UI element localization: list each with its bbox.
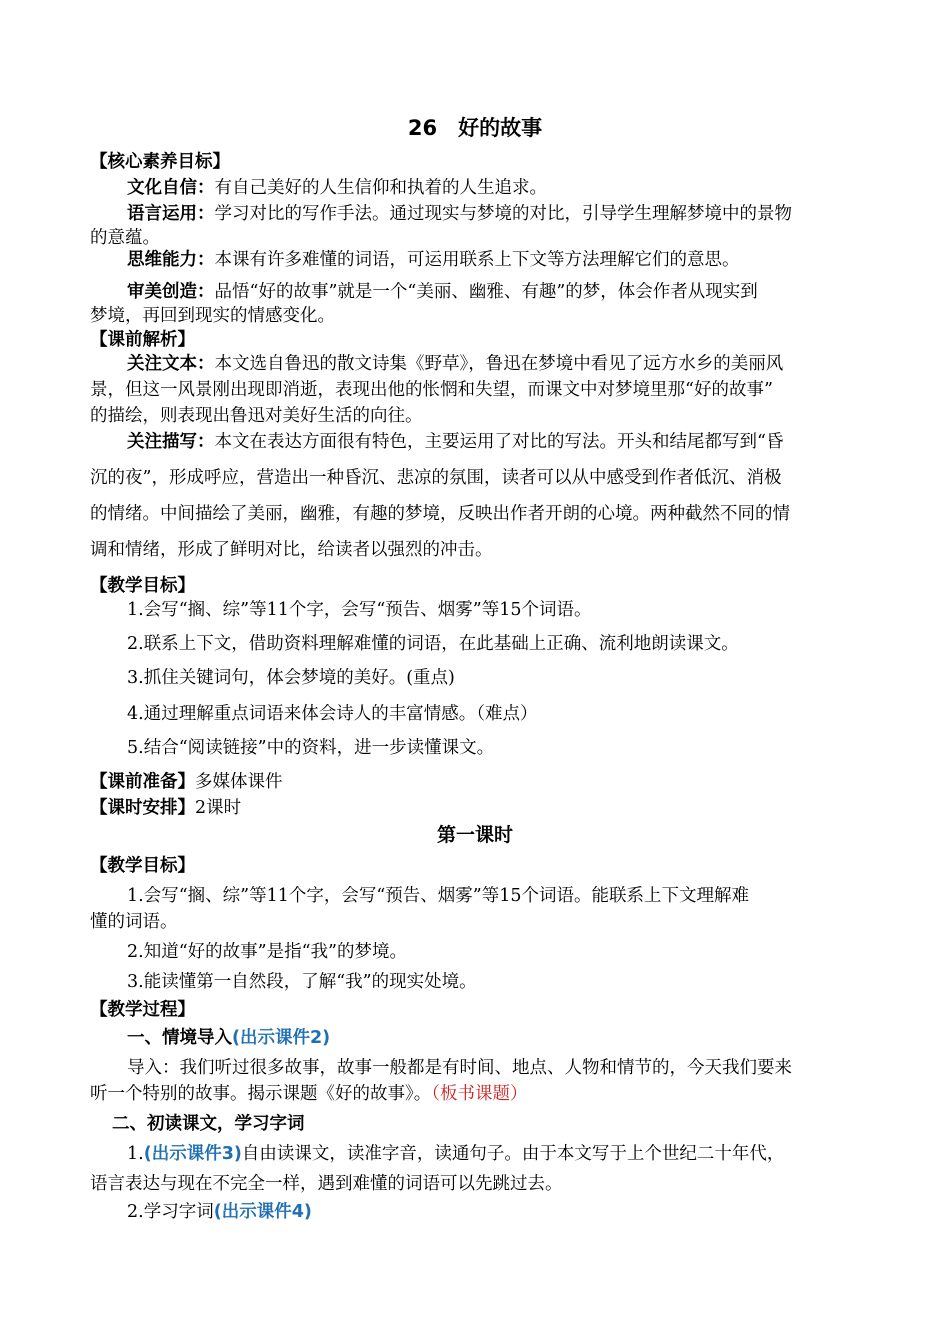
step-2-heading: 二、初读课文，学习字词 bbox=[112, 1114, 305, 1134]
thinking-label: 思维能力： bbox=[127, 250, 215, 270]
prep-value: 多媒体课件 bbox=[195, 772, 283, 792]
step-2-item-1-cont: 语言表达与现在不完全一样，遇到难懂的词语可以先跳过去。 bbox=[90, 1174, 563, 1194]
prep-label: 【课前准备】 bbox=[90, 772, 195, 792]
lesson-1-title: 第一课时 bbox=[436, 824, 513, 846]
analysis-text-line-3: 的描绘，则表现出鲁迅对美好生活的向往。 bbox=[90, 406, 423, 426]
step-2-item-1: 1.(出示课件3)自由读课文，读准字音，读通句子。由于本文写于上个世纪二十年代， bbox=[127, 1144, 785, 1164]
language-paragraph bbox=[127, 202, 792, 226]
lesson1-goals-heading: 【教学目标】 bbox=[90, 856, 195, 876]
goal-item-2: 2.联系上下文，借助资料理解难懂的词语，在此基础上正确、流利地朗读课文。 bbox=[127, 634, 739, 654]
thinking-text: 本课有许多难懂的词语，可运用联系上下文等方法理解它们的意思。 bbox=[214, 250, 740, 270]
goal-item-4: 4.通过理解重点词语来体会诗人的丰富情感。（难点） bbox=[127, 704, 538, 724]
culture-paragraph bbox=[127, 176, 547, 200]
analysis-desc-line-4: 调和情绪，形成了鲜明对比，给读者以强烈的冲击。 bbox=[90, 540, 493, 560]
desc-label: 关注描写： bbox=[127, 432, 215, 452]
language-text: 学习对比的写作手法。通过现实与梦境的对比，引导学生理解梦境中的景物 bbox=[214, 204, 792, 224]
lesson1-goal-3: 3.能读懂第一自然段，了解“我”的现实处境。 bbox=[127, 972, 477, 992]
goals-heading: 【教学目标】 bbox=[90, 576, 195, 596]
goal-item-3: 3.抓住关键词句，体会梦境的美好。(重点) bbox=[127, 668, 455, 688]
courseware-tag: (出示课件2) bbox=[232, 1028, 331, 1048]
analysis-desc-line-3: 的情绪。中间描绘了美丽，幽雅，有趣的梦境，反映出作者开朗的心境。两种截然不同的情 bbox=[90, 504, 790, 524]
lesson1-goal-1-cont: 懂的词语。 bbox=[90, 912, 178, 932]
prep-row bbox=[90, 770, 283, 794]
analysis-text-line-2: 景，但这一风景刚出现即消逝，表现出他的怅惘和失望，而课文中对梦境里那“好的故事” bbox=[90, 380, 773, 400]
culture-text: 有自己美好的人生信仰和执着的人生追求。 bbox=[214, 178, 547, 198]
schedule-row bbox=[90, 796, 241, 820]
lesson1-goal-2: 2.知道“好的故事”是指“我”的梦境。 bbox=[127, 942, 407, 962]
analysis-desc-paragraph: 关注描写：本文在表达方面很有特色，主要运用了对比的写法。开头和结尾都写到“昏 bbox=[127, 432, 784, 452]
aesthetic-label: 审美创造： bbox=[127, 282, 215, 302]
analysis-desc-line-2: 沉的夜”，形成呼应，营造出一种昏沉、悲凉的氛围，读者可以从中感受到作者低沉、消极 bbox=[90, 468, 782, 488]
step-2-item-2: 2.学习字词(出示课件4) bbox=[127, 1202, 312, 1222]
goal-item-1: 1.会写“搁、综”等11个字，会写“预告、烟雾”等15个词语。 bbox=[127, 600, 592, 620]
step-1-heading: 一、情境导入(出示课件2) bbox=[127, 1028, 331, 1048]
courseware-tag: (出示课件4) bbox=[213, 1202, 312, 1222]
analysis-heading: 【课前解析】 bbox=[90, 330, 195, 350]
analysis-text-paragraph: 关注文本：本文选自鲁迅的散文诗集《野草》，鲁迅在梦境中看见了远方水乡的美丽风 bbox=[127, 354, 784, 374]
step-1-text-cont: 听一个特别的故事。揭示课题《好的故事》。（板书课题） bbox=[90, 1084, 528, 1104]
aesthetic-paragraph bbox=[127, 280, 758, 304]
board-note: （板书课题） bbox=[431, 1084, 528, 1104]
core-heading: 【核心素养目标】 bbox=[90, 152, 230, 172]
culture-label: 文化自信： bbox=[127, 178, 215, 198]
text-label: 关注文本： bbox=[127, 354, 215, 374]
thinking-paragraph bbox=[127, 248, 740, 272]
courseware-tag: (出示课件3) bbox=[143, 1144, 242, 1164]
process-heading: 【教学过程】 bbox=[90, 1000, 195, 1020]
schedule-value: 2课时 bbox=[195, 798, 242, 818]
step-1-text: 导入：我们听过很多故事，故事一般都是有时间、地点、人物和情节的，今天我们要来 bbox=[127, 1058, 792, 1078]
aesthetic-text: 品悟“好的故事”就是一个“美丽、幽雅、有趣”的梦，体会作者从现实到 bbox=[214, 282, 758, 302]
goal-item-5: 5.结合“阅读链接”中的资料，进一步读懂课文。 bbox=[127, 738, 495, 758]
aesthetic-text-cont: 梦境，再回到现实的情感变化。 bbox=[90, 306, 335, 326]
lesson1-goal-1: 1.会写“搁、综”等11个字，会写“预告、烟雾”等15个词语。能联系上下文理解难 bbox=[127, 886, 750, 906]
page-title: 26 好的故事 bbox=[407, 116, 543, 140]
language-label: 语言运用： bbox=[127, 204, 215, 224]
language-text-cont: 的意蕴。 bbox=[90, 228, 160, 248]
schedule-label: 【课时安排】 bbox=[90, 798, 195, 818]
